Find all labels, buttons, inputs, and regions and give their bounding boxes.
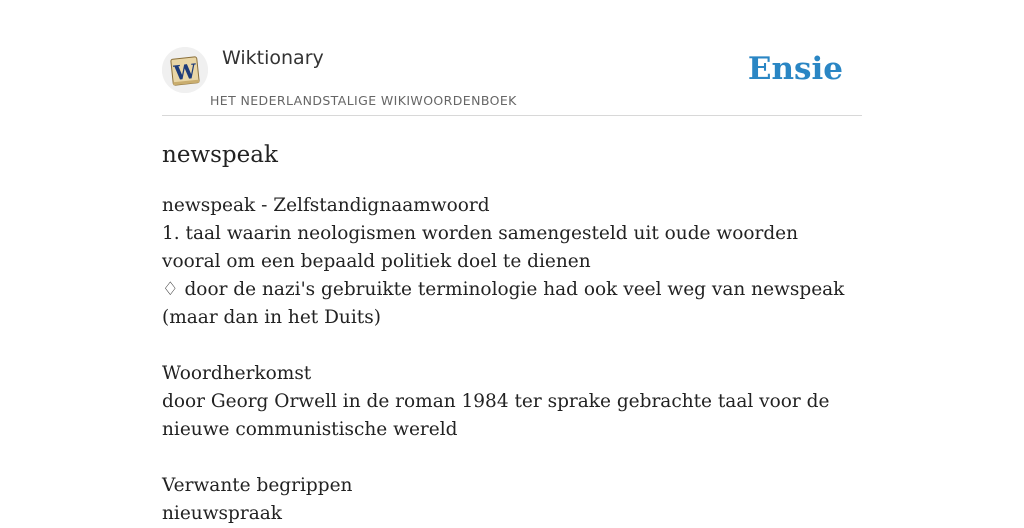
page-title: newspeak (162, 142, 278, 168)
etymology-heading: Woordherkomst (162, 363, 312, 384)
etymology-text: door Georg Orwell in de roman 1984 ter sprake gebrachte taal voor de nieuwe communistische wereld (162, 391, 830, 440)
site-name[interactable]: Wiktionary (222, 47, 324, 69)
part-of-speech-line: newspeak - Zelfstandignaamwoord (162, 195, 490, 216)
entry-content (162, 192, 862, 528)
site-header (162, 0, 862, 116)
related-heading: Verwante begrippen (162, 475, 353, 496)
page (162, 0, 862, 524)
related-term: nieuwspraak (162, 503, 282, 524)
spacer (162, 444, 862, 472)
spacer (162, 332, 862, 360)
example-text: ♢ door de nazi's gebruikte terminologie had ook veel weg van newspeak (maar dan in het Duits) (162, 279, 845, 328)
site-tagline: HET NEDERLANDSTALIGE WIKIWOORDENBOEK (210, 93, 517, 108)
wiktionary-logo-icon[interactable] (162, 47, 208, 93)
definition-text: 1. taal waarin neologismen worden samengesteld uit oude woorden vooral om een bepaald politiek doel te dienen (162, 223, 799, 272)
ensie-brand-link[interactable]: Ensie (747, 51, 843, 87)
logo-letter: W (172, 58, 198, 86)
